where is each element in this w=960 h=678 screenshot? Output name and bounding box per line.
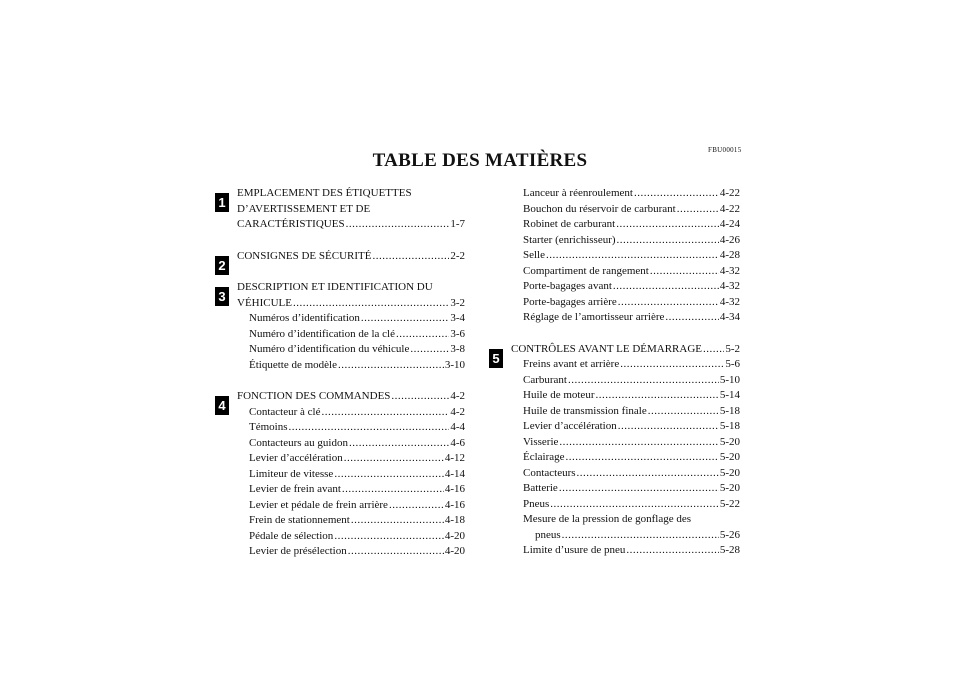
toc-page-number: 4-2 <box>450 390 465 402</box>
toc-subentry[interactable] <box>511 388 740 404</box>
toc-entry-title: Huile de moteur <box>523 389 595 401</box>
toc-subentry[interactable] <box>511 481 740 497</box>
dot-leader <box>648 404 719 420</box>
toc-entry[interactable] <box>511 342 740 358</box>
toc-page-number: 4-22 <box>719 202 740 215</box>
toc-page-number: 5-2 <box>725 342 740 355</box>
toc-entry-title: Éclairage <box>523 451 565 463</box>
toc-page-number: 5-22 <box>719 497 740 510</box>
toc-entry-title: VÉHICULE <box>237 296 292 309</box>
toc-subentry[interactable] <box>511 497 740 513</box>
dot-leader <box>618 295 719 311</box>
toc-entry-title: FONCTION DES COMMANDES <box>237 390 391 402</box>
toc-subentry[interactable] <box>237 311 465 327</box>
dot-leader <box>334 467 444 483</box>
toc-section <box>511 186 740 326</box>
toc-page-number: 5-20 <box>719 482 740 494</box>
toc-entry-title: Porte-bagages arrière <box>523 295 617 308</box>
dot-leader <box>616 217 719 233</box>
dot-leader <box>389 498 444 514</box>
toc-subentry[interactable] <box>511 233 740 249</box>
toc-subentry[interactable] <box>237 327 465 343</box>
dot-leader <box>338 358 444 374</box>
chapter-tab[interactable]: 2 <box>215 256 229 275</box>
toc-page-number: 5-20 <box>719 466 740 479</box>
dot-leader <box>410 342 449 358</box>
toc-page-number: 4-16 <box>444 498 465 511</box>
toc-subentry[interactable] <box>237 451 465 467</box>
toc-subentry[interactable] <box>237 436 465 452</box>
toc-entry-title: Étiquette de modèle <box>249 358 337 371</box>
toc-subentry[interactable] <box>237 342 465 358</box>
toc-subentry[interactable] <box>237 467 465 483</box>
toc-entry-title: Levier et pédale de frein arrière <box>249 498 388 511</box>
chapter-tab[interactable]: 5 <box>489 349 503 368</box>
toc-subentry[interactable] <box>511 528 740 544</box>
dot-leader <box>634 186 719 202</box>
toc-entry[interactable] <box>237 389 465 405</box>
toc-entry-title: Contacteurs au guidon <box>249 436 348 449</box>
toc-entry-title: CARACTÉRISTIQUES <box>237 218 345 230</box>
toc-page-number: 5-26 <box>719 528 740 541</box>
toc-section <box>492 342 740 559</box>
toc-page-number: 4-18 <box>444 514 465 526</box>
toc-page-number: 5-10 <box>719 373 740 386</box>
toc-page-number: 4-20 <box>444 529 465 542</box>
dot-leader <box>626 543 718 559</box>
toc-entry-title: Lanceur à réenroulement <box>523 187 633 199</box>
toc-page-number: 4-34 <box>719 311 740 323</box>
toc-entry-title: CONTRÔLES AVANT LE DÉMARRAGE <box>511 342 702 355</box>
toc-entry-title: Témoins <box>249 421 288 433</box>
dot-leader <box>342 482 444 498</box>
toc-page-number: 4-6 <box>450 436 465 449</box>
chapter-tab[interactable]: 3 <box>215 287 229 306</box>
toc-subentry[interactable] <box>511 466 740 482</box>
toc-page-number: 4-32 <box>719 295 740 308</box>
dot-leader <box>677 202 719 218</box>
document-code: FBU00015 <box>708 146 742 154</box>
dot-leader <box>595 388 718 404</box>
toc-section <box>218 186 465 233</box>
toc-entry <box>237 186 465 202</box>
dot-leader <box>351 513 444 529</box>
toc-subentry[interactable] <box>237 405 465 421</box>
toc-page-number: 5-14 <box>719 389 740 401</box>
toc-entry-title: Levier d’accélération <box>249 452 343 464</box>
toc-column-right <box>492 186 740 559</box>
toc-subentry[interactable] <box>511 202 740 218</box>
toc-entry-title: Pneus <box>523 497 550 510</box>
toc-entry-title: Levier de présélection <box>249 545 347 557</box>
toc-page-number: 4-22 <box>719 187 740 199</box>
toc-subentry[interactable] <box>511 217 740 233</box>
toc-page-number: 3-6 <box>450 327 465 340</box>
toc-entry-title: Selle <box>523 249 545 261</box>
toc-page-number: 5-18 <box>719 420 740 432</box>
toc-subentry[interactable] <box>511 419 740 435</box>
toc-entry <box>237 280 465 296</box>
toc-entry <box>237 202 465 218</box>
toc-subentry[interactable] <box>511 264 740 280</box>
toc-subentry[interactable] <box>237 420 465 436</box>
toc-subentry[interactable] <box>237 529 465 545</box>
dot-leader <box>391 389 449 405</box>
dot-leader <box>559 481 719 497</box>
toc-page-number: 5-20 <box>719 435 740 448</box>
toc-subentry[interactable] <box>237 544 465 560</box>
toc-entry-title: Numéros d’identification <box>249 312 360 324</box>
dot-leader <box>703 342 724 358</box>
toc-column-left <box>218 186 465 560</box>
toc-page-number: 3-4 <box>450 312 465 324</box>
toc-page-number: 5-6 <box>725 358 740 370</box>
toc-page-number: 4-28 <box>719 249 740 261</box>
toc-page-number: 5-20 <box>719 451 740 463</box>
toc-entry-title: Levier d’accélération <box>523 420 617 432</box>
dot-leader <box>293 296 449 312</box>
dot-leader <box>650 264 719 280</box>
toc-subentry[interactable] <box>511 357 740 373</box>
toc-entry-title: Visserie <box>523 435 559 448</box>
toc-entry-title: Starter (enrichisseur) <box>523 233 616 246</box>
toc-entry-title: Limite d’usure de pneu <box>523 544 626 556</box>
toc-entry-title: Carburant <box>523 373 567 386</box>
dot-leader <box>618 419 719 435</box>
toc-page-number: 4-4 <box>450 421 465 433</box>
toc-subentry[interactable] <box>511 295 740 311</box>
dot-leader <box>613 279 719 295</box>
dot-leader <box>620 357 724 373</box>
dot-leader <box>559 435 718 451</box>
toc-section <box>218 249 465 273</box>
toc-page-number: 4-16 <box>444 483 465 495</box>
dot-leader <box>334 529 444 545</box>
toc-entry-title: Réglage de l’amortisseur arrière <box>523 311 665 323</box>
dot-leader <box>568 373 719 389</box>
toc-entry-title: CONSIGNES DE SÉCURITÉ <box>237 249 372 262</box>
toc-page-number: 3-2 <box>450 296 465 309</box>
toc-entry-title: Frein de stationnement <box>249 514 350 526</box>
toc-entry[interactable] <box>237 249 465 265</box>
toc-page-number: 4-14 <box>444 467 465 480</box>
dot-leader <box>665 310 718 326</box>
toc-entry-title: Limiteur de vitesse <box>249 467 334 480</box>
toc-entry-title: DESCRIPTION ET IDENTIFICATION DU <box>237 281 433 293</box>
dot-leader <box>566 450 719 466</box>
toc-entry-title: Contacteur à clé <box>249 405 321 418</box>
toc-subentry[interactable] <box>237 513 465 529</box>
dot-leader <box>396 327 449 343</box>
toc-subentry[interactable] <box>237 358 465 374</box>
toc-subentry[interactable] <box>511 248 740 264</box>
toc-entry[interactable] <box>237 217 465 233</box>
toc-page-number: 4-12 <box>444 452 465 464</box>
dot-leader <box>321 405 449 421</box>
dot-leader <box>617 233 719 249</box>
toc-page-number: 3-8 <box>450 343 465 355</box>
chapter-tab[interactable]: 4 <box>215 396 229 415</box>
dot-leader <box>562 528 719 544</box>
toc-page-number: 3-10 <box>444 358 465 371</box>
toc-entry-title: Huile de transmission finale <box>523 404 647 417</box>
toc-page-number: 2-2 <box>450 249 465 262</box>
toc-entry-title: Numéro d’identification du véhicule <box>249 343 410 355</box>
toc-page-number: 4-32 <box>719 264 740 277</box>
toc-subentry[interactable] <box>237 498 465 514</box>
dot-leader <box>577 466 719 482</box>
toc-entry-title: Bouchon du réservoir de carburant <box>523 202 676 215</box>
toc-subentry[interactable] <box>511 435 740 451</box>
dot-leader <box>348 544 444 560</box>
toc-entry-title: Batterie <box>523 482 558 494</box>
toc-entry-title: Numéro d’identification de la clé <box>249 327 395 340</box>
toc-entry[interactable] <box>237 296 465 312</box>
dot-leader <box>361 311 449 327</box>
toc-subentry[interactable] <box>511 310 740 326</box>
toc-subentry[interactable] <box>237 482 465 498</box>
toc-page-number: 4-26 <box>719 233 740 246</box>
dot-leader <box>346 217 450 233</box>
toc-subentry[interactable] <box>511 543 740 559</box>
toc-entry-title: Pédale de sélection <box>249 529 334 542</box>
toc-entry-title: EMPLACEMENT DES ÉTIQUETTES <box>237 187 412 199</box>
toc-entry-title: Porte-bagages avant <box>523 280 612 292</box>
dot-leader <box>550 497 719 513</box>
toc-entry-title: pneus <box>535 528 561 541</box>
chapter-tab[interactable]: 1 <box>215 193 229 212</box>
dot-leader <box>546 248 719 264</box>
toc-entry-title: Freins avant et arrière <box>523 358 620 370</box>
toc-section <box>218 389 465 560</box>
toc-subentry[interactable] <box>511 186 740 202</box>
toc-entry-title: D’AVERTISSEMENT ET DE <box>237 202 371 215</box>
toc-entry-title: Contacteurs <box>523 466 576 479</box>
dot-leader <box>289 420 450 436</box>
toc-subentry <box>511 512 740 528</box>
toc-entry-title: Levier de frein avant <box>249 483 341 495</box>
toc-entry-title: Mesure de la pression de gonflage des <box>523 513 692 525</box>
toc-page-number: 1-7 <box>450 218 465 230</box>
toc-section <box>218 280 465 373</box>
toc-page-number: 4-32 <box>719 280 740 292</box>
toc-entry-title: Compartiment de rangement <box>523 264 649 277</box>
toc-entry-title: Robinet de carburant <box>523 218 616 230</box>
toc-page-number: 5-28 <box>719 544 740 556</box>
page-title: TABLE DES MATIÈRES <box>372 150 588 171</box>
toc-subentry[interactable] <box>511 404 740 420</box>
toc-page-number: 4-24 <box>719 218 740 230</box>
toc-subentry[interactable] <box>511 450 740 466</box>
dot-leader <box>344 451 444 467</box>
toc-page-number: 5-18 <box>719 404 740 417</box>
toc-page-number: 4-20 <box>444 545 465 557</box>
dot-leader <box>372 249 449 265</box>
dot-leader <box>349 436 449 452</box>
toc-page-number: 4-2 <box>450 405 465 418</box>
toc-subentry[interactable] <box>511 279 740 295</box>
toc-subentry[interactable] <box>511 373 740 389</box>
